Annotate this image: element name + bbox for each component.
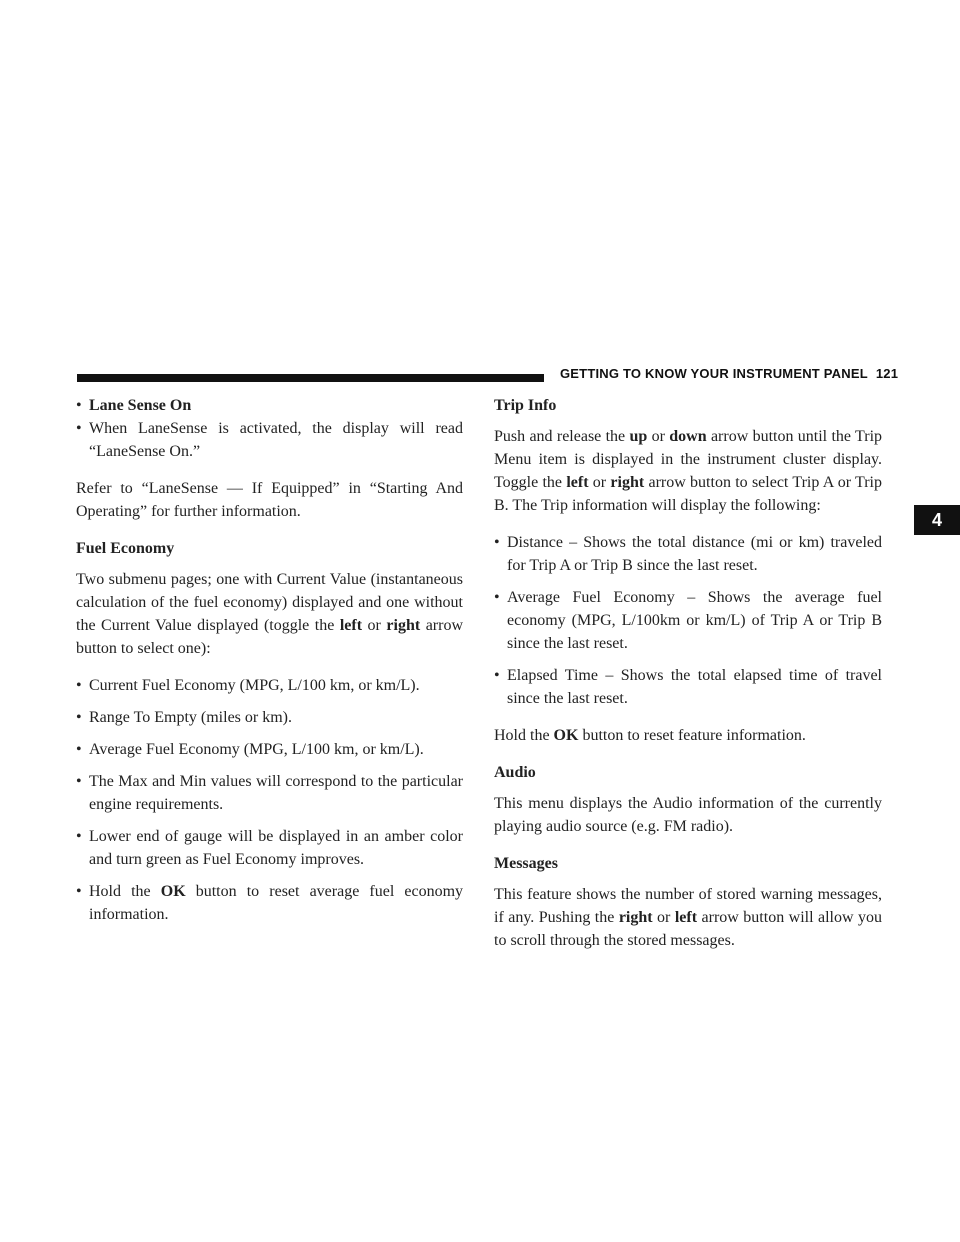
messages-paragraph: This feature shows the number of stored warning messages, if any. Pushing the right or left arrow button will allow you to scroll through the stored messages.: [494, 886, 883, 949]
refer-paragraph: Refer to “LaneSense — If Equipped” in “Starting And Operating” for further information.: [76, 480, 463, 520]
left-column: [76, 394, 463, 940]
running-header: [560, 366, 898, 381]
list-item: • Distance – Shows the total distance (mi or km) traveled for Trip A or Trip B since the last reset.: [494, 531, 882, 577]
header-rule: [77, 374, 544, 382]
fuel-economy-heading: Fuel Economy: [76, 540, 175, 557]
chapter-tab: 4: [914, 505, 960, 535]
right-column: [494, 394, 882, 966]
trip-intro-paragraph: Push and release the up or down arrow button until the Trip Menu item is displayed in the instrument cluster display. Toggle the left or right arrow button to select Trip A or Trip B. The Trip information will display the following:: [494, 428, 883, 514]
messages-heading: Messages: [494, 855, 558, 872]
list-item: • Hold the OK button to reset average fuel economy information.: [76, 880, 463, 926]
fuel-intro-paragraph: Two submenu pages; one with Current Value (instantaneous calculation of the fuel economy) displayed and one without the Current Value displayed (toggle the left or right arrow button to select one):: [76, 571, 464, 657]
trip-info-list: [494, 531, 882, 710]
list-item: • Elapsed Time – Shows the total elapsed time of travel since the last reset.: [494, 664, 882, 710]
list-item: • Current Fuel Economy (MPG, L/100 km, or km/L).: [76, 674, 463, 697]
chapter-title: GETTING TO KNOW YOUR INSTRUMENT PANEL: [560, 366, 868, 381]
list-item: • When LaneSense is activated, the display will read “LaneSense On.”: [76, 417, 463, 463]
trip-reset-paragraph: Hold the OK button to reset feature information.: [494, 727, 806, 744]
list-item: • Lane Sense On: [76, 394, 463, 417]
page-number: 121: [875, 366, 899, 381]
list-item: • Range To Empty (miles or km).: [76, 706, 463, 729]
list-item: • The Max and Min values will correspond to the particular engine requirements.: [76, 770, 463, 816]
list-item: • Average Fuel Economy – Shows the average fuel economy (MPG, L/100km or km/L) of Trip A or Trip B since the last reset.: [494, 586, 882, 655]
fuel-economy-list: [76, 674, 463, 926]
audio-paragraph: This menu displays the Audio information of the currently playing audio source (e.g. FM radio).: [494, 795, 882, 835]
list-item: • Lower end of gauge will be displayed in an amber color and turn green as Fuel Economy improves.: [76, 825, 463, 871]
trip-info-heading: Trip Info: [494, 397, 557, 414]
lanesense-list: [76, 394, 463, 463]
audio-heading: Audio: [494, 764, 536, 781]
list-item: • Average Fuel Economy (MPG, L/100 km, or km/L).: [76, 738, 463, 761]
